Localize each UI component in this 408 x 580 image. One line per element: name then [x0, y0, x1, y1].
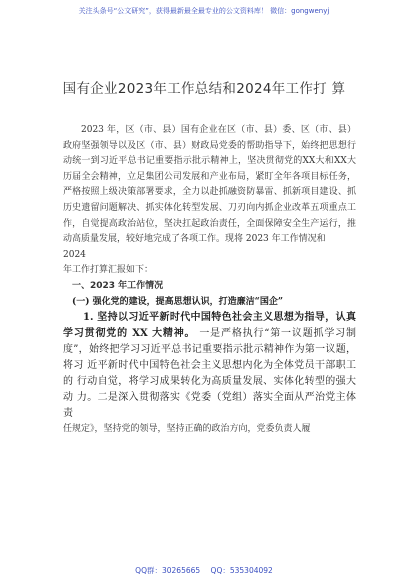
intro-year: 2024: [63, 249, 86, 260]
document-title: 国有企业2023年工作总结和2024年工作打 算: [62, 81, 346, 97]
point-1-paragraph: [63, 310, 356, 422]
point-1-text: 一是严格执行“第一议题抓学习制度”，始终把学习习近平总书记重要指示批示精神作为第一议题，将习 近平新时代中国特色社会主义思想内化为全体党员干部职工的 行动自觉，将学习成果转化为高质量发展、实体化转型的强大动 力。二是深入贯彻落实《党委（党组）落实全面从严治党主体责: [63, 328, 356, 420]
point-1-heading: 1. 坚持以习近平新时代中国特色社会主义思想为指导，认真学习贯彻党的 XX 大精神。: [63, 312, 356, 340]
intro-paragraph: 2023 年，区（市、县）国有企业在区（市、县）委、区（市、县）政府坚强领导以及区（市、县）财政局党委的帮助指导下，始终把思想行动统一到习近平总书记重要指示批示精神上，坚决贯彻党的XX大和XX大历届全会精神，立足集团公司发展和产业布局，紧盯全年各项目标任务，严格按照上级决策部署要求，全力以赴抓融资防暴雷、抓新项目建设、抓历史遗留问题解决、抓实体化转型发展、刀刃向内抓企业改革五项重点工作，自觉提高政治站位，坚决扛起政治责任，全面保障安全生产运行，推动高质量发展，较好地完成了各项工作。现将 2023 年工作情况和: [63, 125, 356, 245]
page-header-notice: 关注头条号“公文研究”，获得最新最全最专业的公文资料库！ 微信：gongwenyj: [78, 7, 330, 15]
document-body: [63, 123, 356, 438]
footer-qq-group: QQ群：30265665: [135, 566, 201, 575]
point-1-continuation: 任规定》，坚持党的领导，坚持正确的政治方向，党委负责人履: [63, 424, 311, 435]
subsection-heading-1: (一) 强化党的建设，提高思想认识，打造廉洁“国企”: [72, 296, 284, 307]
footer-qq: QQ：535304092: [210, 566, 273, 575]
page-footer: [0, 565, 408, 576]
intro-tail: 年工作打算汇报如下：: [63, 265, 154, 276]
section-heading-1: 一、2023 年工作情况: [72, 280, 164, 291]
